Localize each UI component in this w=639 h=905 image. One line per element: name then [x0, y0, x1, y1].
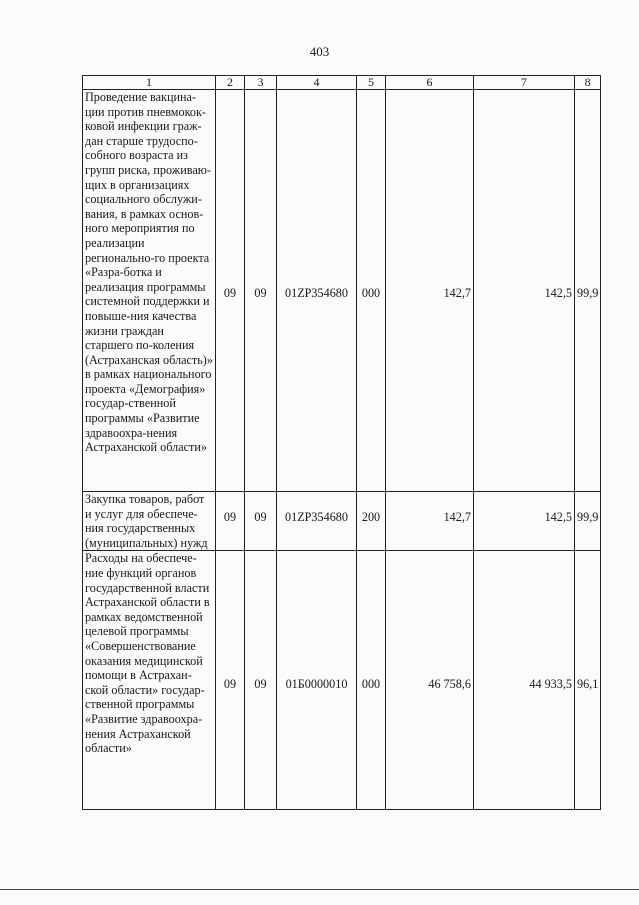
- row-target-code: 01Б0000010: [277, 551, 357, 810]
- row-subsection: 09: [245, 90, 277, 492]
- row-percent: 99,9: [575, 492, 601, 551]
- row-executed: 44 933,5: [474, 551, 575, 810]
- row-target-code: 01ZP354680: [277, 492, 357, 551]
- column-header: 6: [386, 76, 474, 90]
- row-expense-type: 000: [357, 90, 386, 492]
- row-percent: 96,1: [575, 551, 601, 810]
- row-target-code: 01ZP354680: [277, 90, 357, 492]
- page-number: 403: [309, 44, 330, 59]
- row-executed: 142,5: [474, 90, 575, 492]
- table-row: [83, 90, 601, 492]
- row-name: Закупка товаров, работ и услуг для обеспече-ния государственных (муниципальных) нужд: [83, 492, 216, 551]
- column-header: 8: [575, 76, 601, 90]
- row-section: 09: [216, 492, 245, 551]
- row-subsection: 09: [245, 551, 277, 810]
- column-header: 2: [216, 76, 245, 90]
- row-name: Проведение вакцина-ции против пневмокок-ковой инфекции граж-дан старше трудоспо-собного возраста из групп риска, проживаю-щих в организациях социального обслужи-вания, в рамках основ-ного мероприятия по реализации регионально-го проекта «Разра-ботка и реализация программы системной поддержки и повыше-ния качества жизни граждан старшего по-коления (Астраханская область)» в рамках национального проекта «Демография» государ-ственной программы «Развитие здравоохра-нения Астраханской области»: [83, 90, 216, 492]
- column-header: 4: [277, 76, 357, 90]
- page-edge-rule: [0, 889, 639, 890]
- table-header-row: [83, 76, 601, 90]
- column-header: 1: [83, 76, 216, 90]
- row-expense-type: 200: [357, 492, 386, 551]
- column-header: 5: [357, 76, 386, 90]
- column-header: 7: [474, 76, 575, 90]
- row-name: Расходы на обеспече-ние функций органов государственной власти Астраханской области в рамках ведомственной целевой программы «Совершенствование оказания медицинской помощи в Астрахан-ской области» государ-ственной программы «Развитие здравоохра-нения Астраханской области»: [83, 551, 216, 810]
- row-expense-type: 000: [357, 551, 386, 810]
- table-row: [83, 551, 601, 810]
- table-row: [83, 492, 601, 551]
- row-planned: 142,7: [386, 492, 474, 551]
- budget-table: [82, 75, 601, 810]
- row-section: 09: [216, 551, 245, 810]
- row-executed: 142,5: [474, 492, 575, 551]
- row-percent: 99,9: [575, 90, 601, 492]
- row-planned: 46 758,6: [386, 551, 474, 810]
- row-subsection: 09: [245, 492, 277, 551]
- row-section: 09: [216, 90, 245, 492]
- row-planned: 142,7: [386, 90, 474, 492]
- column-header: 3: [245, 76, 277, 90]
